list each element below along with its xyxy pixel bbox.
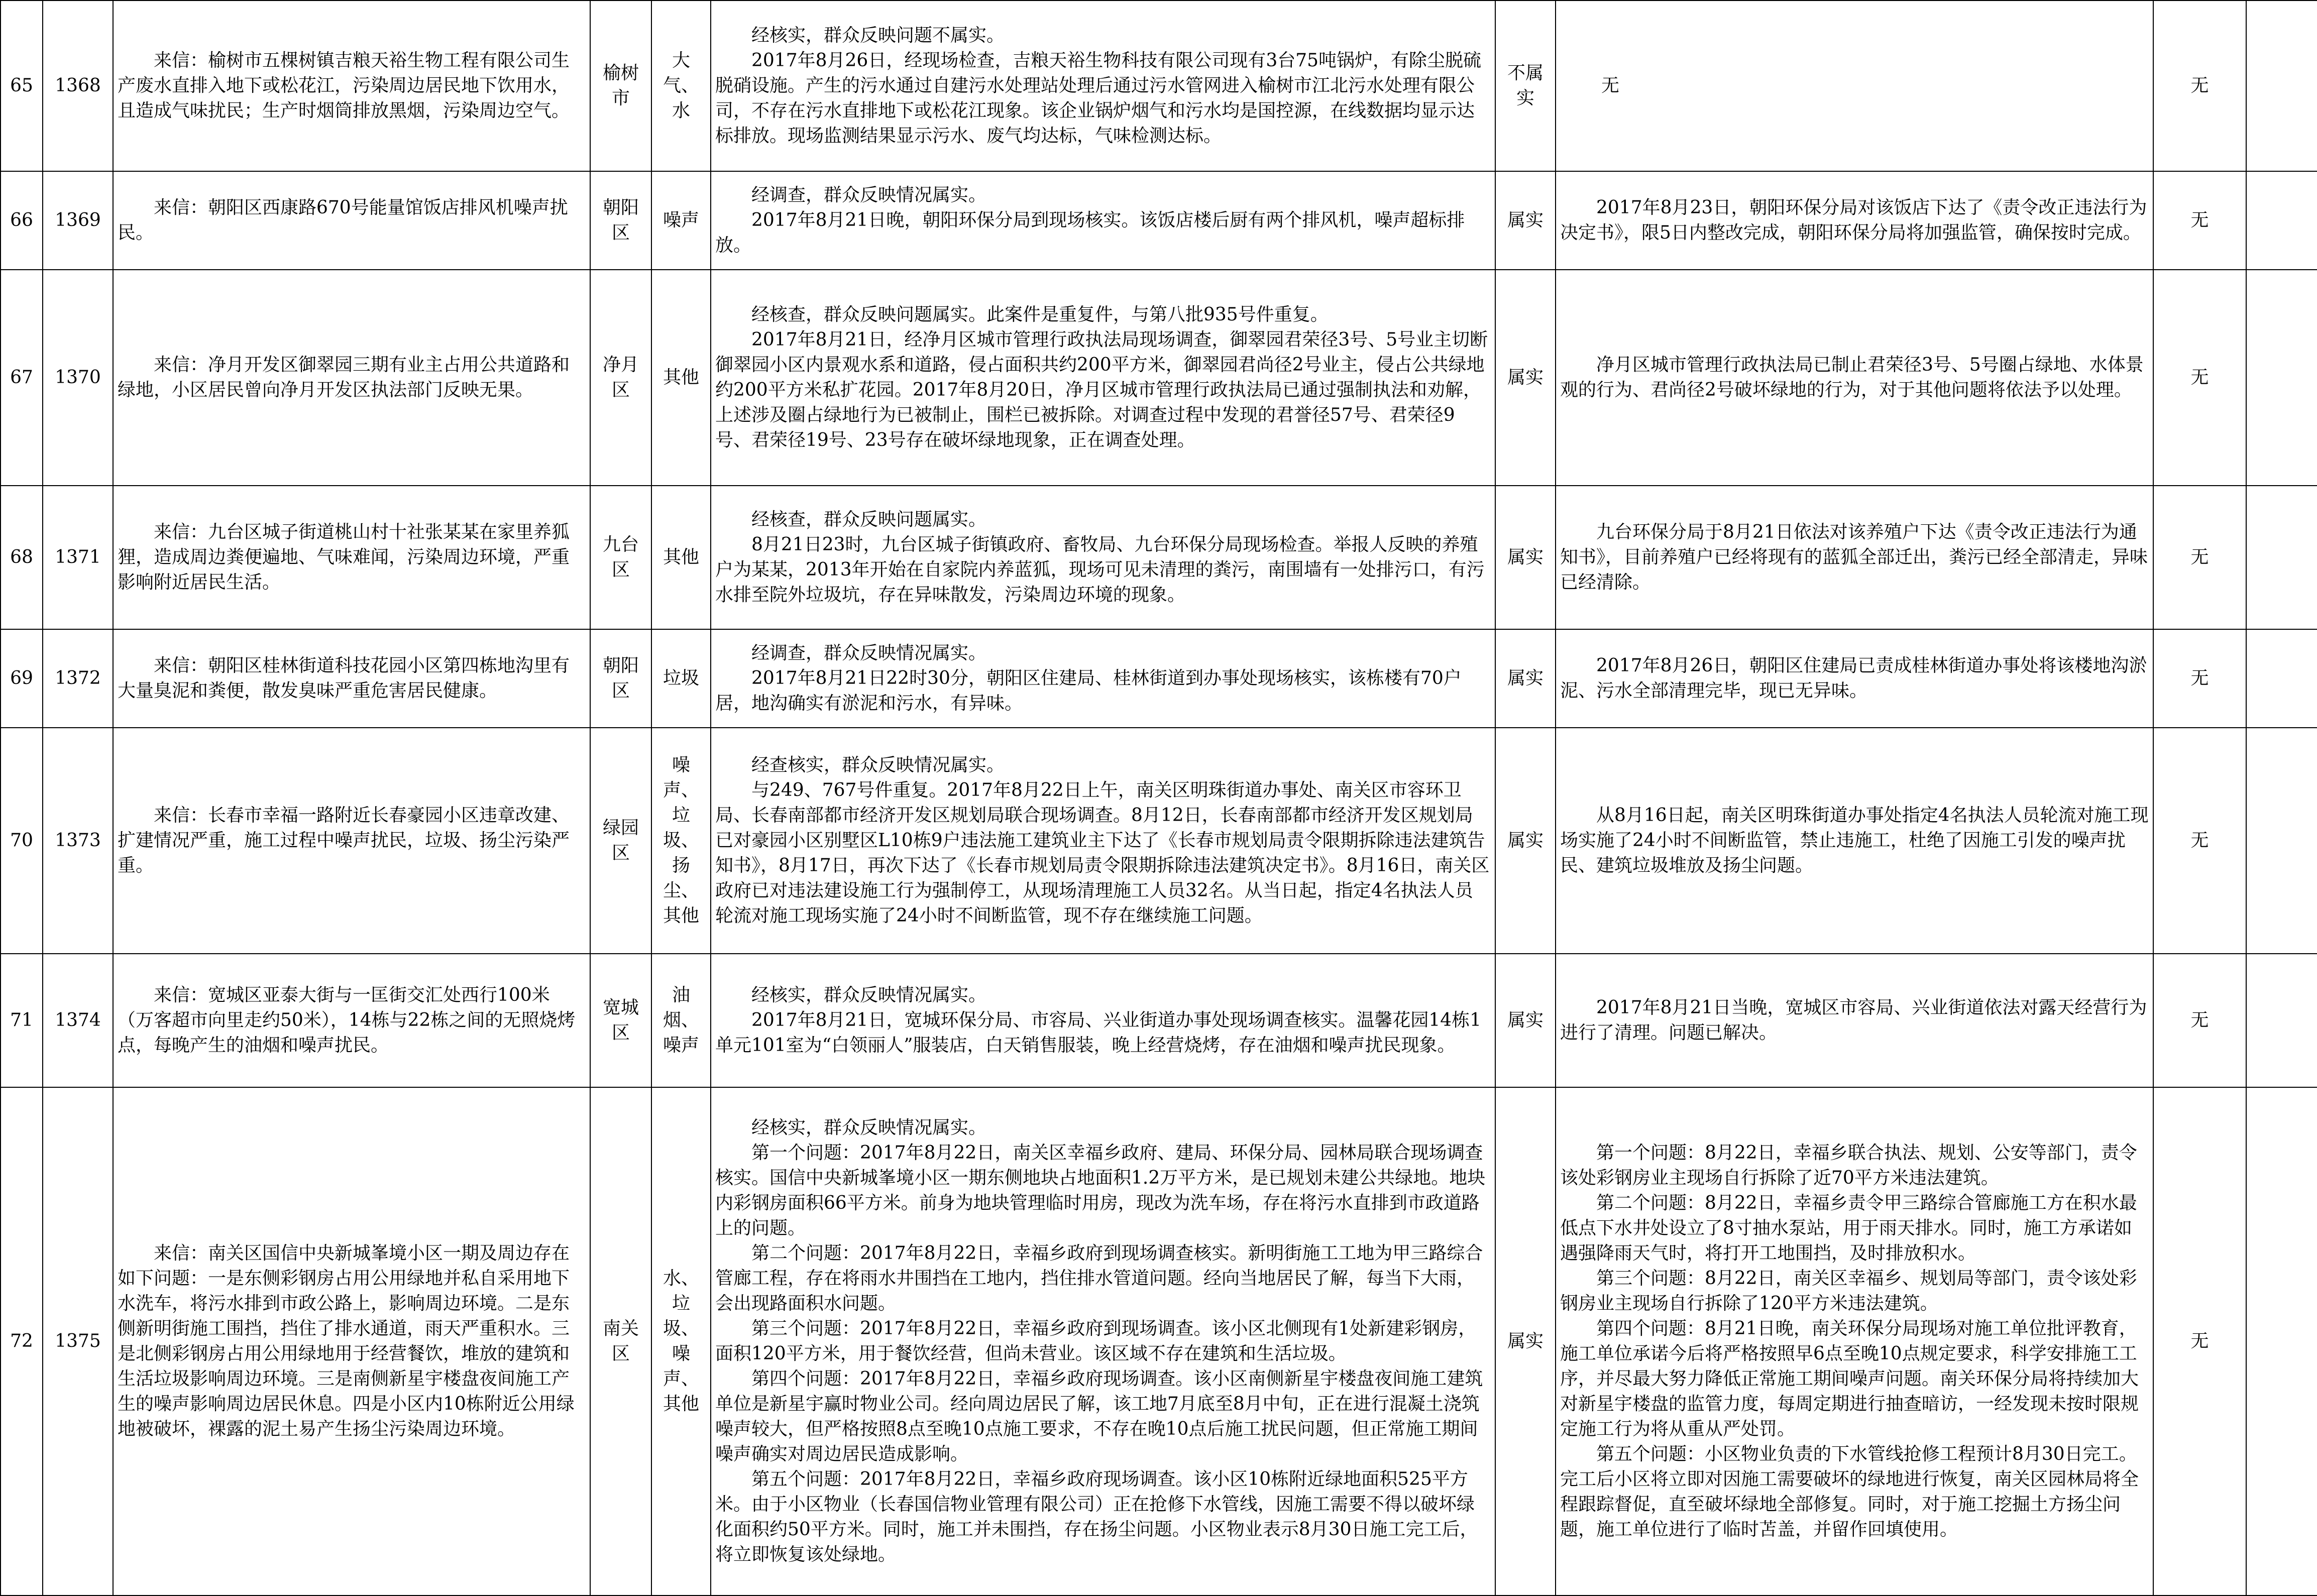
- handling-result-paragraph: 无: [1601, 75, 1620, 96]
- district: 朝阳区: [590, 171, 651, 270]
- investigation-text-paragraph: 经核查，群众反映问题属实。: [751, 509, 987, 530]
- investigation-text-paragraph: 2017年8月21日，宽城环保分局、市容局、兴业街道办事处现场调查核实。温馨花园14栋1单元101室为“白领丽人”服装店，白天销售服装，晚上经营烧烤，存在油烟和噪声扰民现象。: [715, 1010, 1482, 1056]
- complaint-text: 来信：榆树市五棵树镇吉粮天裕生物工程有限公司生产废水直排入地下或松花江，污染周边居民地下饮用水，且造成气味扰民；生产时烟筒排放黑烟，污染周边空气。: [113, 1, 590, 171]
- case-number: 1375: [43, 1087, 113, 1595]
- verdict: 不属实: [1495, 1, 1556, 171]
- pollution-category: 油烟、噪声: [651, 954, 711, 1087]
- pollution-category: 垃圾: [651, 629, 711, 728]
- table-row: [1, 728, 2317, 954]
- row-number: 66: [1, 171, 43, 270]
- case-number: 1369: [43, 171, 113, 270]
- investigation-text: [711, 1, 1495, 171]
- verdict: 属实: [1495, 486, 1556, 629]
- district: 净月区: [590, 270, 651, 486]
- accountability: 无: [2153, 171, 2246, 270]
- investigation-text-paragraph: 2017年8月21日22时30分，朝阳区住建局、桂林街道到办事处现场核实，该栋楼有70户居，地沟确实有淤泥和污水，有异味。: [715, 668, 1462, 714]
- remark: [2246, 1, 2317, 171]
- complaint-text: 来信：南关区国信中央新城峯境小区一期及周边存在如下问题：一是东侧彩钢房占用公用绿地并私自采用地下水洗车，将污水排到市政公路上，影响周边环境。二是东侧新明街施工围挡，挡住了排水通道，雨天严重积水。三是北侧彩钢房占用公用绿地用于经营餐饮，堆放的建筑和生活垃圾影响周边环境。三是南侧新星宇楼盘夜间施工产生的噪声影响周边居民休息。四是小区内10栋附近公用绿地被破坏，裸露的泥土易产生扬尘污染周边环境。: [113, 1087, 590, 1595]
- pollution-category: 其他: [651, 270, 711, 486]
- investigation-text: [711, 629, 1495, 728]
- investigation-text-paragraph: 经核实，群众反映问题不属实。: [751, 25, 1005, 46]
- investigation-text-paragraph: 经核实，群众反映情况属实。: [751, 985, 987, 1005]
- district: 南关区: [590, 1087, 651, 1595]
- handling-result-paragraph: 2017年8月26日，朝阳区住建局已责成桂林街道办事处将该楼地沟淤泥、污水全部清理完毕，现已无异味。: [1560, 655, 2147, 701]
- table-row: [1, 629, 2317, 728]
- handling-result: [1556, 1, 2153, 171]
- case-number: 1368: [43, 1, 113, 171]
- accountability: 无: [2153, 270, 2246, 486]
- table-row: [1, 1087, 2317, 1595]
- accountability: 无: [2153, 1, 2246, 171]
- investigation-text-paragraph: 2017年8月21日晚，朝阳环保分局到现场核实。该饭店楼后厨有两个排风机，噪声超标排放。: [715, 210, 1465, 256]
- investigation-text-paragraph: 第一个问题：2017年8月22日，南关区幸福乡政府、建局、环保分局、园林局联合现场调查核实。国信中央新城峯境小区一期东侧地块占地面积1.2万平方米，是已规划未建公共绿地。地块内彩钢房面积66平方米。前身为地块管理临时用房，现改为洗车场，存在将污水直排到市政道路上的问题。: [715, 1143, 1486, 1238]
- handling-result: [1556, 954, 2153, 1087]
- complaint-text: 来信：朝阳区桂林街道科技花园小区第四栋地沟里有大量臭泥和粪便，散发臭味严重危害居民健康。: [113, 629, 590, 728]
- accountability: 无: [2153, 486, 2246, 629]
- table-row: [1, 171, 2317, 270]
- handling-result: [1556, 629, 2153, 728]
- verdict: 属实: [1495, 1087, 1556, 1595]
- investigation-text-paragraph: 经调查，群众反映情况属实。: [751, 643, 987, 663]
- table-row: [1, 270, 2317, 486]
- investigation-text-paragraph: 经核查，群众反映问题属实。此案件是重复件，与第八批935号件重复。: [751, 304, 1329, 325]
- accountability: 无: [2153, 728, 2246, 954]
- handling-result-paragraph: 第五个问题：小区物业负责的下水管线抢修工程预计8月30日完工。完工后小区将立即对因施工需要破坏的绿地进行恢复，南关区园林局将全程跟踪督促，直至破坏绿地全部修复。同时，对于施工挖掘土方扬尘问题，施工单位进行了临时苫盖，并留作回填使用。: [1560, 1444, 2139, 1540]
- case-number: 1372: [43, 629, 113, 728]
- investigation-text-paragraph: 2017年8月21日，经净月区城市管理行政执法局现场调查，御翠园君荣径3号、5号业主切断御翠园小区内景观水系和道路，侵占面积共约200平方米，御翠园君尚径2号业主，侵占公共绿地约200平方米私扩花园。2017年8月20日，净月区城市管理行政执法局已通过强制执法和劝解，上述涉及圈占绿地行为已被制止，围栏已被拆除。对调查过程中发现的君誉径57号、君荣径9号、君荣径19号、23号存在破坏绿地现象，正在调查处理。: [715, 329, 1488, 450]
- verdict: 属实: [1495, 629, 1556, 728]
- investigation-text: [711, 954, 1495, 1087]
- investigation-text-paragraph: 2017年8月26日，经现场检查，吉粮天裕生物科技有限公司现有3台75吨锅炉，有除尘脱硫脱硝设施。产生的污水通过自建污水处理站处理后通过污水管网进入榆树市江北污水处理有限公司，不存在污水直排地下或松花江现象。该企业锅炉烟气和污水均是国控源，在线数据均显示达标排放。现场监测结果显示污水、废气均达标，气味检测达标。: [715, 50, 1482, 146]
- row-number: 69: [1, 629, 43, 728]
- investigation-text: [711, 728, 1495, 954]
- remark: [2246, 1087, 2317, 1595]
- table-row: [1, 486, 2317, 629]
- investigation-text: [711, 171, 1495, 270]
- remark: [2246, 954, 2317, 1087]
- handling-result-paragraph: 第二个问题：8月22日，幸福乡责令甲三路综合管廊施工方在积水最低点下水井处设立了8寸抽水泵站，用于雨天排水。同时，施工方承诺如遇强降雨天气时，将打开工地围挡，及时排放积水。: [1560, 1193, 2137, 1264]
- remark: [2246, 486, 2317, 629]
- handling-result: [1556, 1087, 2153, 1595]
- case-number: 1373: [43, 728, 113, 954]
- complaint-text: 来信：长春市幸福一路附近长春豪园小区违章改建、扩建情况严重，施工过程中噪声扰民，垃圾、扬尘污染严重。: [113, 728, 590, 954]
- complaint-text: 来信：宽城区亚泰大街与一匡街交汇处西行100米（万客超市向里走约50米），14栋与22栋之间的无照烧烤点，每晚产生的油烟和噪声扰民。: [113, 954, 590, 1087]
- handling-result-paragraph: 2017年8月23日，朝阳环保分局对该饭店下达了《责令改正违法行为决定书》，限5日内整改完成，朝阳环保分局将加强监管，确保按时完成。: [1560, 197, 2147, 243]
- complaint-text: 来信：朝阳区西康路670号能量馆饭店排风机噪声扰民。: [113, 171, 590, 270]
- investigation-text: [711, 270, 1495, 486]
- case-number: 1374: [43, 954, 113, 1087]
- row-number: 71: [1, 954, 43, 1087]
- case-number: 1371: [43, 486, 113, 629]
- handling-result-paragraph: 2017年8月21日当晚，宽城区市容局、兴业街道依法对露天经营行为进行了清理。问题已解决。: [1560, 997, 2147, 1043]
- pollution-category: 其他: [651, 486, 711, 629]
- investigation-text: [711, 486, 1495, 629]
- remark: [2246, 171, 2317, 270]
- investigation-text-paragraph: 第四个问题：2017年8月22日，幸福乡政府现场调查。该小区南侧新星宇楼盘夜间施工建筑单位是新星宇赢时物业公司。经向周边居民了解，该工地7月底至8月中旬，正在进行混凝土浇筑噪声较大，但严格按照8点至晚10点施工要求，不存在晚10点后施工扰民问题，但正常施工期间噪声确实对周边居民造成影响。: [715, 1369, 1483, 1464]
- district: 榆树市: [590, 1, 651, 171]
- pollution-category: 噪声、垃圾、扬尘、其他: [651, 728, 711, 954]
- row-number: 65: [1, 1, 43, 171]
- investigation-text-paragraph: 8月21日23时，九台区城子街镇政府、畜牧局、九台环保分局现场检查。举报人反映的养殖户为某某，2013年开始在自家院内养蓝狐，现场可见未清理的粪污，南围墙有一处排污口，有污水排至院外垃圾坑，存在异味散发，污染周边环境的现象。: [715, 534, 1485, 605]
- pollution-category: 大气、水: [651, 1, 711, 171]
- handling-result: [1556, 728, 2153, 954]
- handling-result: [1556, 486, 2153, 629]
- table-row: [1, 954, 2317, 1087]
- investigation-text-paragraph: 第五个问题：2017年8月22日，幸福乡政府现场调查。该小区10栋附近绿地面积525平方米。由于小区物业（长春国信物业管理有限公司）正在抢修下水管线，因施工需要不得以破坏绿化面积约50平方米。同时，施工并未围挡，存在扬尘问题。小区物业表示8月30日施工完工后，将立即恢复该处绿地。: [715, 1469, 1478, 1565]
- handling-result-paragraph: 第四个问题：8月21日晚，南关环保分局现场对施工单位批评教育，施工单位承诺今后将严格按照早6点至晚10点规定要求，科学安排施工工序，并尽最大努力降低正常施工期间噪声问题。南关环保分局将持续加大对新星宇楼盘的监管力度，每周定期进行抽查暗访，一经发现未按时限规定施工行为将从重从严处罚。: [1560, 1318, 2139, 1439]
- verdict: 属实: [1495, 270, 1556, 486]
- handling-result-paragraph: 从8月16日起，南关区明珠街道办事处指定4名执法人员轮流对施工现场实施了24小时不间断监管，禁止违施工，杜绝了因施工引发的噪声扰民、建筑垃圾堆放及扬尘问题。: [1560, 805, 2149, 876]
- remark: [2246, 270, 2317, 486]
- case-number: 1370: [43, 270, 113, 486]
- district: 朝阳区: [590, 629, 651, 728]
- district: 绿园区: [590, 728, 651, 954]
- investigation-text-paragraph: 经核实，群众反映情况属实。: [751, 1117, 987, 1138]
- investigation-text-paragraph: 第三个问题：2017年8月22日，幸福乡政府到现场调查。该小区北侧现有1处新建彩钢房，面积120平方米，用于餐饮经营，但尚未营业。该区域不存在建筑和生活垃圾。: [715, 1318, 1477, 1364]
- row-number: 67: [1, 270, 43, 486]
- investigation-text-paragraph: 经查核实，群众反映情况属实。: [751, 755, 1005, 775]
- complaint-text: 来信：九台区城子街道桃山村十社张某某在家里养狐狸，造成周边粪便遍地、气味难闻，污染周边环境，严重影响附近居民生活。: [113, 486, 590, 629]
- remark: [2246, 629, 2317, 728]
- handling-result-paragraph: 第三个问题：8月22日，南关区幸福乡、规划局等部门，责令该处彩钢房业主现场自行拆除了120平方米违法建筑。: [1560, 1268, 2137, 1314]
- row-number: 70: [1, 728, 43, 954]
- pollution-category: 水、垃圾、噪声、其他: [651, 1087, 711, 1595]
- row-number: 68: [1, 486, 43, 629]
- investigation-text-paragraph: 与249、767号件重复。2017年8月22日上午，南关区明珠街道办事处、南关区市容环卫局、长春南部都市经济开发区规划局联合现场调查。8月12日，长春南部都市经济开发区规划局已对豪园小区别墅区L10栋9户违法施工建筑业主下达了《长春市规划局责令限期拆除违法建筑告知书》，8月17日，再次下达了《长春市规划局责令限期拆除违法建筑决定书》。8月16日，南关区政府已对违法建设施工行为强制停工，从现场清理施工人员32名。从当日起，指定4名执法人员轮流对施工现场实施了24小时不间断监管，现不存在继续施工问题。: [715, 780, 1490, 926]
- handling-result-paragraph: 九台环保分局于8月21日依法对该养殖户下达《责令改正违法行为通知书》，目前养殖户已经将现有的蓝狐全部迁出，粪污已经全部清走，异味已经清除。: [1560, 522, 2148, 593]
- row-number: 72: [1, 1087, 43, 1595]
- handling-result-paragraph: 第一个问题：8月22日，幸福乡联合执法、规划、公安等部门，责令该处彩钢房业主现场自行拆除了近70平方米违法建筑。: [1560, 1143, 2137, 1188]
- verdict: 属实: [1495, 954, 1556, 1087]
- table-row: [1, 1, 2317, 171]
- handling-result: [1556, 171, 2153, 270]
- accountability: 无: [2153, 954, 2246, 1087]
- pollution-category: 噪声: [651, 171, 711, 270]
- remark: [2246, 728, 2317, 954]
- complaint-text: 来信：净月开发区御翠园三期有业主占用公共道路和绿地，小区居民曾向净月开发区执法部门反映无果。: [113, 270, 590, 486]
- accountability: 无: [2153, 629, 2246, 728]
- handling-result-paragraph: 净月区城市管理行政执法局已制止君荣径3号、5号圈占绿地、水体景观的行为、君尚径2号破坏绿地的行为，对于其他问题将依法予以处理。: [1560, 355, 2144, 400]
- accountability: 无: [2153, 1087, 2246, 1595]
- verdict: 属实: [1495, 728, 1556, 954]
- handling-result: [1556, 270, 2153, 486]
- investigation-text-paragraph: 经调查，群众反映情况属实。: [751, 185, 987, 205]
- investigation-text-paragraph: 第二个问题：2017年8月22日，幸福乡政府到现场调查核实。新明街施工工地为甲三路综合管廊工程，存在将雨水井围挡在工地内，挡住排水管道问题。经向当地居民了解，每当下大雨，会出现路面积水问题。: [715, 1243, 1483, 1314]
- district: 九台区: [590, 486, 651, 629]
- verdict: 属实: [1495, 171, 1556, 270]
- district: 宽城区: [590, 954, 651, 1087]
- investigation-text: [711, 1087, 1495, 1595]
